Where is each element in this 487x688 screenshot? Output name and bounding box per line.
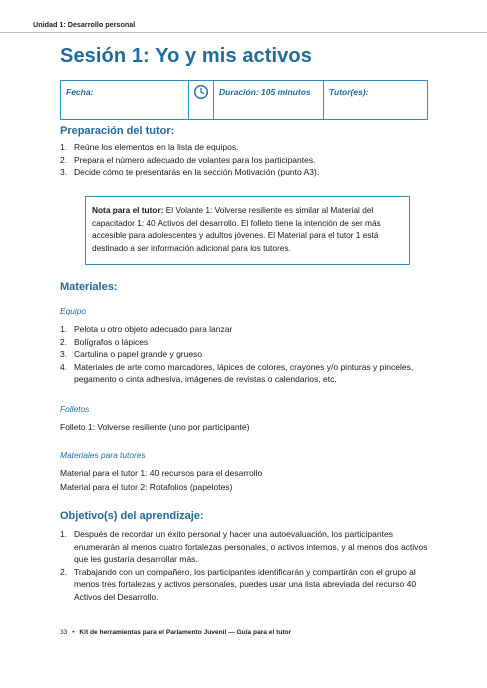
tutor-note-box <box>85 196 410 265</box>
unit-header: Unidad 1: Desarrollo personal <box>33 20 136 29</box>
list-item: 1. Después de recordar un éxito personal y hacer una autoevaluación, los participantes enumerarán al menos cuatro fortalezas personales, o activos internos, y al menos dos activos que les gustaría desarrollar más. <box>60 529 428 564</box>
list-item: 2. Bolígrafos o lápices <box>60 336 149 347</box>
handout-item: Folleto 1: Volverse resiliente (uno por participante) <box>60 422 250 432</box>
list-item: 4. Materiales de arte como marcadores, lápices de colores, crayones y/o pinturas y pinceles, pegamento o cinta adhesiva, imágenes de revistas o calendarios, etc. <box>60 361 414 384</box>
footer-bullet: • <box>72 629 75 636</box>
footer-title: Kit de herramientas para el Parlamento Juvenil — Guía para el tutor <box>79 629 292 636</box>
objectives-heading: Objetivo(s) del aprendizaje: <box>60 510 204 522</box>
tutor-material-item: Material para el tutor 2: Rotafolios (papelotes) <box>60 482 233 492</box>
clock-cell <box>189 81 214 119</box>
date-cell: Fecha: <box>61 81 189 119</box>
prep-heading: Preparación del tutor: <box>60 125 175 137</box>
list-item: 1. Reúne los elementos en la lista de equipos. <box>60 142 239 152</box>
list-item: 3. Decide cómo te presentarás en la sección Motivación (punto A3). <box>60 167 320 177</box>
handouts-subheading: Folletos <box>60 404 90 414</box>
note-label: Nota para el tutor: <box>92 205 164 215</box>
equipment-subheading: Equipo <box>60 306 87 316</box>
header-divider <box>0 32 487 33</box>
list-item: 3. Cartulina o papel grande y grueso <box>60 349 203 359</box>
list-item: 1. Pelota u otro objeto adecuado para lanzar <box>60 324 233 334</box>
tutors-cell: Tutor(es): <box>329 87 369 97</box>
session-info-table <box>60 80 428 120</box>
materials-heading: Materiales: <box>60 281 118 293</box>
list-item: 2. Prepara el número adecuado de volantes para los participantes. <box>60 154 316 165</box>
page-footer <box>60 629 291 636</box>
prep-list <box>60 141 430 179</box>
equipment-list <box>60 323 430 386</box>
note-text: El Volante 1: Volverse resiliente es similar al Material del capacitador 1: 40 Activos del desarrollo. El folleto tiene la intención de ser más accesible para adolescentes y adultos jóvenes. El Material para el tutor 1 está destinado a ser información adicional para los tutores. <box>92 205 381 253</box>
objectives-list <box>60 528 432 603</box>
list-item: 2. Trabajando con un compañero, los participantes identificarán y compartirán con el grupo al menos tres fortalezas y activos personales, puedes usar una lista abreviada del recurso 40 Activos del Desarrollo. <box>60 566 417 602</box>
duration-cell: Duración: 105 minutos <box>214 81 324 119</box>
clock-icon <box>193 84 209 100</box>
page-title: Sesión 1: Yo y mis activos <box>60 45 312 67</box>
page-number: 33 <box>60 629 68 636</box>
tutor-materials-subheading: Materiales para tutores <box>60 450 146 460</box>
tutor-material-item: Material para el tutor 1: 40 recursos para el desarrollo <box>60 468 263 478</box>
